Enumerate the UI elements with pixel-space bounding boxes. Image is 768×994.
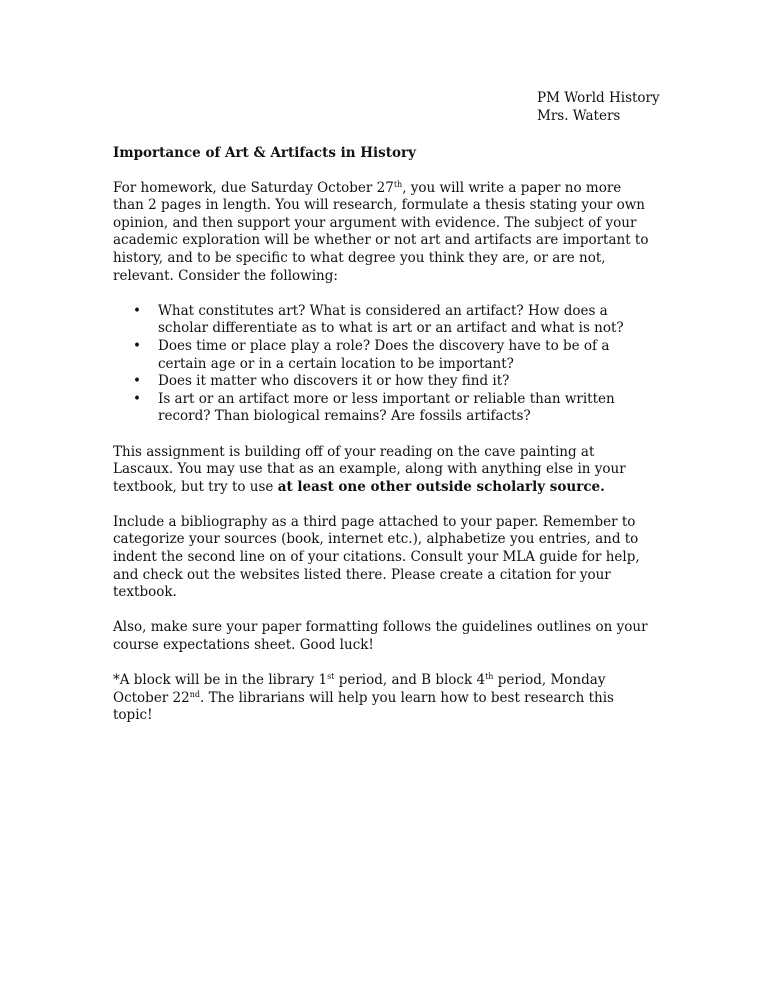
note-text-1: *A block will be in the library 1 bbox=[113, 672, 328, 689]
document-body bbox=[113, 145, 653, 743]
intro-superscript: th bbox=[393, 179, 403, 189]
list-item bbox=[113, 373, 653, 391]
intro-text-1: For homework, due Saturday October 27 bbox=[113, 179, 394, 196]
bullet-icon: • bbox=[133, 373, 141, 390]
list-item-text: Does it matter who discovers it or how they find it? bbox=[158, 373, 510, 390]
assignment-title: Importance of Art & Artifacts in History bbox=[113, 145, 416, 161]
list-item bbox=[113, 391, 653, 426]
intro-text-2: , you will write a paper no more than 2 pages in length. You will research, formulate a thesis stating your own opinion, and then support your argument with evidence. The subject of your academic exploration will be whether or not art and artifacts are important to history, and to be specific to what degree you think they are, or are not, relevant. Consider the following: bbox=[113, 179, 649, 284]
assignment-paragraph bbox=[113, 444, 653, 497]
list-item-text: Is art or an artifact more or less important or reliable than written record? Than biological remains? Are fossils artifacts? bbox=[158, 390, 615, 425]
bullet-icon: • bbox=[133, 302, 141, 319]
note-superscript-2: th bbox=[485, 672, 494, 682]
list-item bbox=[113, 338, 653, 373]
assignment-emphasis: at least one other outside scholarly source. bbox=[277, 478, 605, 495]
note-superscript-3: nd bbox=[189, 689, 201, 699]
note-text-2: period, and B block 4 bbox=[334, 672, 486, 689]
list-item-text: Does time or place play a role? Does the discovery have to be of a certain age or in a certain location to be important? bbox=[158, 337, 610, 372]
question-list bbox=[113, 303, 653, 426]
formatting-paragraph: Also, make sure your paper formatting follows the guidelines outlines on your course expectations sheet. Good luck! bbox=[113, 619, 648, 654]
teacher-name: Mrs. Waters bbox=[537, 107, 621, 124]
course-name: PM World History bbox=[537, 90, 660, 106]
bullet-icon: • bbox=[133, 337, 141, 354]
note-superscript-1: st bbox=[327, 672, 335, 682]
bibliography-paragraph: Include a bibliography as a third page attached to your paper. Remember to categorize your sources (book, internet etc.), alphabetize you entries, and to indent the second line on of your citations. Consult your MLA guide for help, and check out the websites listed there. Please create a citation for your textbook. bbox=[113, 513, 640, 601]
note-text-3: period, Monday October 22 bbox=[113, 672, 606, 706]
library-note bbox=[113, 672, 653, 725]
note-text-4: . The librarians will help you learn how to best research this topic! bbox=[113, 689, 614, 724]
header-block bbox=[537, 90, 660, 125]
intro-paragraph bbox=[113, 180, 653, 286]
assignment-text: This assignment is building off of your reading on the cave painting at Lascaux. You may use that as an example, along with anything else in your textbook, but try to use bbox=[113, 443, 626, 495]
list-item bbox=[113, 303, 653, 338]
bullet-icon: • bbox=[133, 390, 141, 407]
list-item-text: What constitutes art? What is considered an artifact? How does a scholar differentiate as to what is art or an artifact and what is not? bbox=[158, 302, 624, 337]
